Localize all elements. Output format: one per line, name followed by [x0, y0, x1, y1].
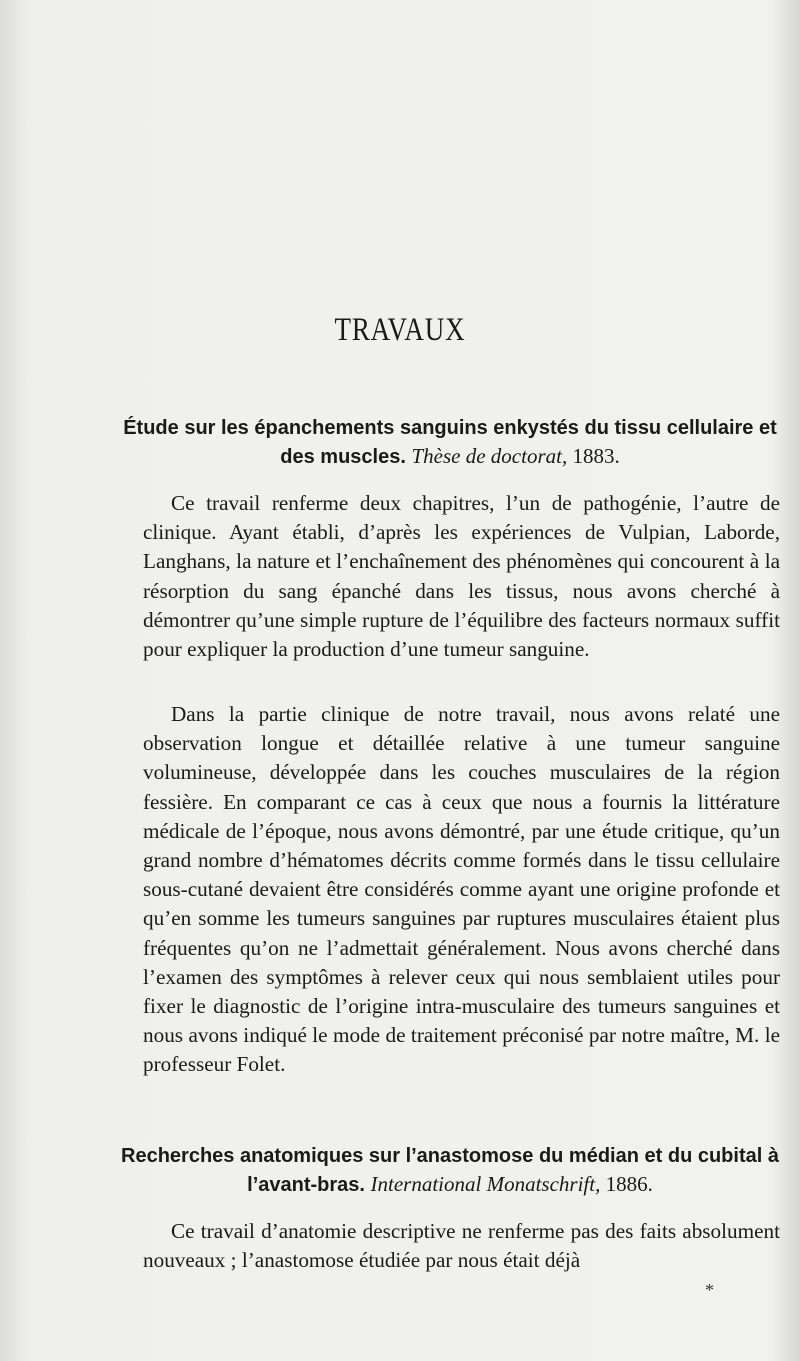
- paragraph-1: Ce travail renferme deux chapitres, l’un de pathogénie, l’autre de clinique. Ayant établi, d’après les expériences de Vulpian, Laborde, Langhans, la nature et l’enchaînement des phénomènes qui concourent à la résorption du sang épanché dans les tissus, nous avons cherché à démontrer qu’une simple rupture de l’équilibre des facteurs normaux suffit pour expliquer la production d’une tumeur sanguine.: [143, 491, 780, 662]
- footer-marker: *: [705, 1280, 714, 1300]
- entry-heading-2: [120, 1142, 780, 1199]
- paragraph-2: Dans la partie clinique de notre travail, nous avons relaté une observation longue et détaillée relative à une tumeur sanguine volumineuse, développée dans les couches musculaires de la région fessière. En comparant ce cas à ceux que nous a fournis la littérature médicale de l’époque, nous avons démontré, par une étude critique, qu’un grand nombre d’hématomes décrits comme formés dans le tissu cellulaire sous-cutané devaient être considérés comme ayant une origine profonde et qu’en somme les tumeurs sanguines par ruptures musculaires étaient plus fréquentes qu’on ne l’admettait généralement. Nous avons cherché dans l’examen des symptômes à relever ceux qui nous semblaient utiles pour fixer le diagnostic de l’origine intra-musculaire des tumeurs sanguines et nous avons indiqué le mode de traitement préconisé par notre maître, M. le professeur Folet.: [143, 702, 780, 1077]
- entry-year-2: 1886.: [600, 1172, 653, 1196]
- page-title: TRAVAUX: [334, 312, 466, 348]
- entry-title-2: Recherches anatomiques sur l’anastomose du médian et du cubital à l’avant-bras.: [121, 1145, 779, 1196]
- entry-heading-1: [120, 414, 780, 471]
- entry-year-1: 1883.: [567, 444, 620, 468]
- paragraph-3: Ce travail d’anatomie descriptive ne renferme pas des faits absolument nouveaux ; l’anastomose étudiée par nous était déjà: [143, 1219, 780, 1273]
- entry-title-1: Étude sur les épanchements sanguins enkystés du tissu cellulaire et des muscles.: [123, 417, 777, 468]
- entry-publication-2: International Monatschrift,: [370, 1172, 601, 1196]
- entry-publication-1: Thèse de doctorat,: [411, 444, 568, 468]
